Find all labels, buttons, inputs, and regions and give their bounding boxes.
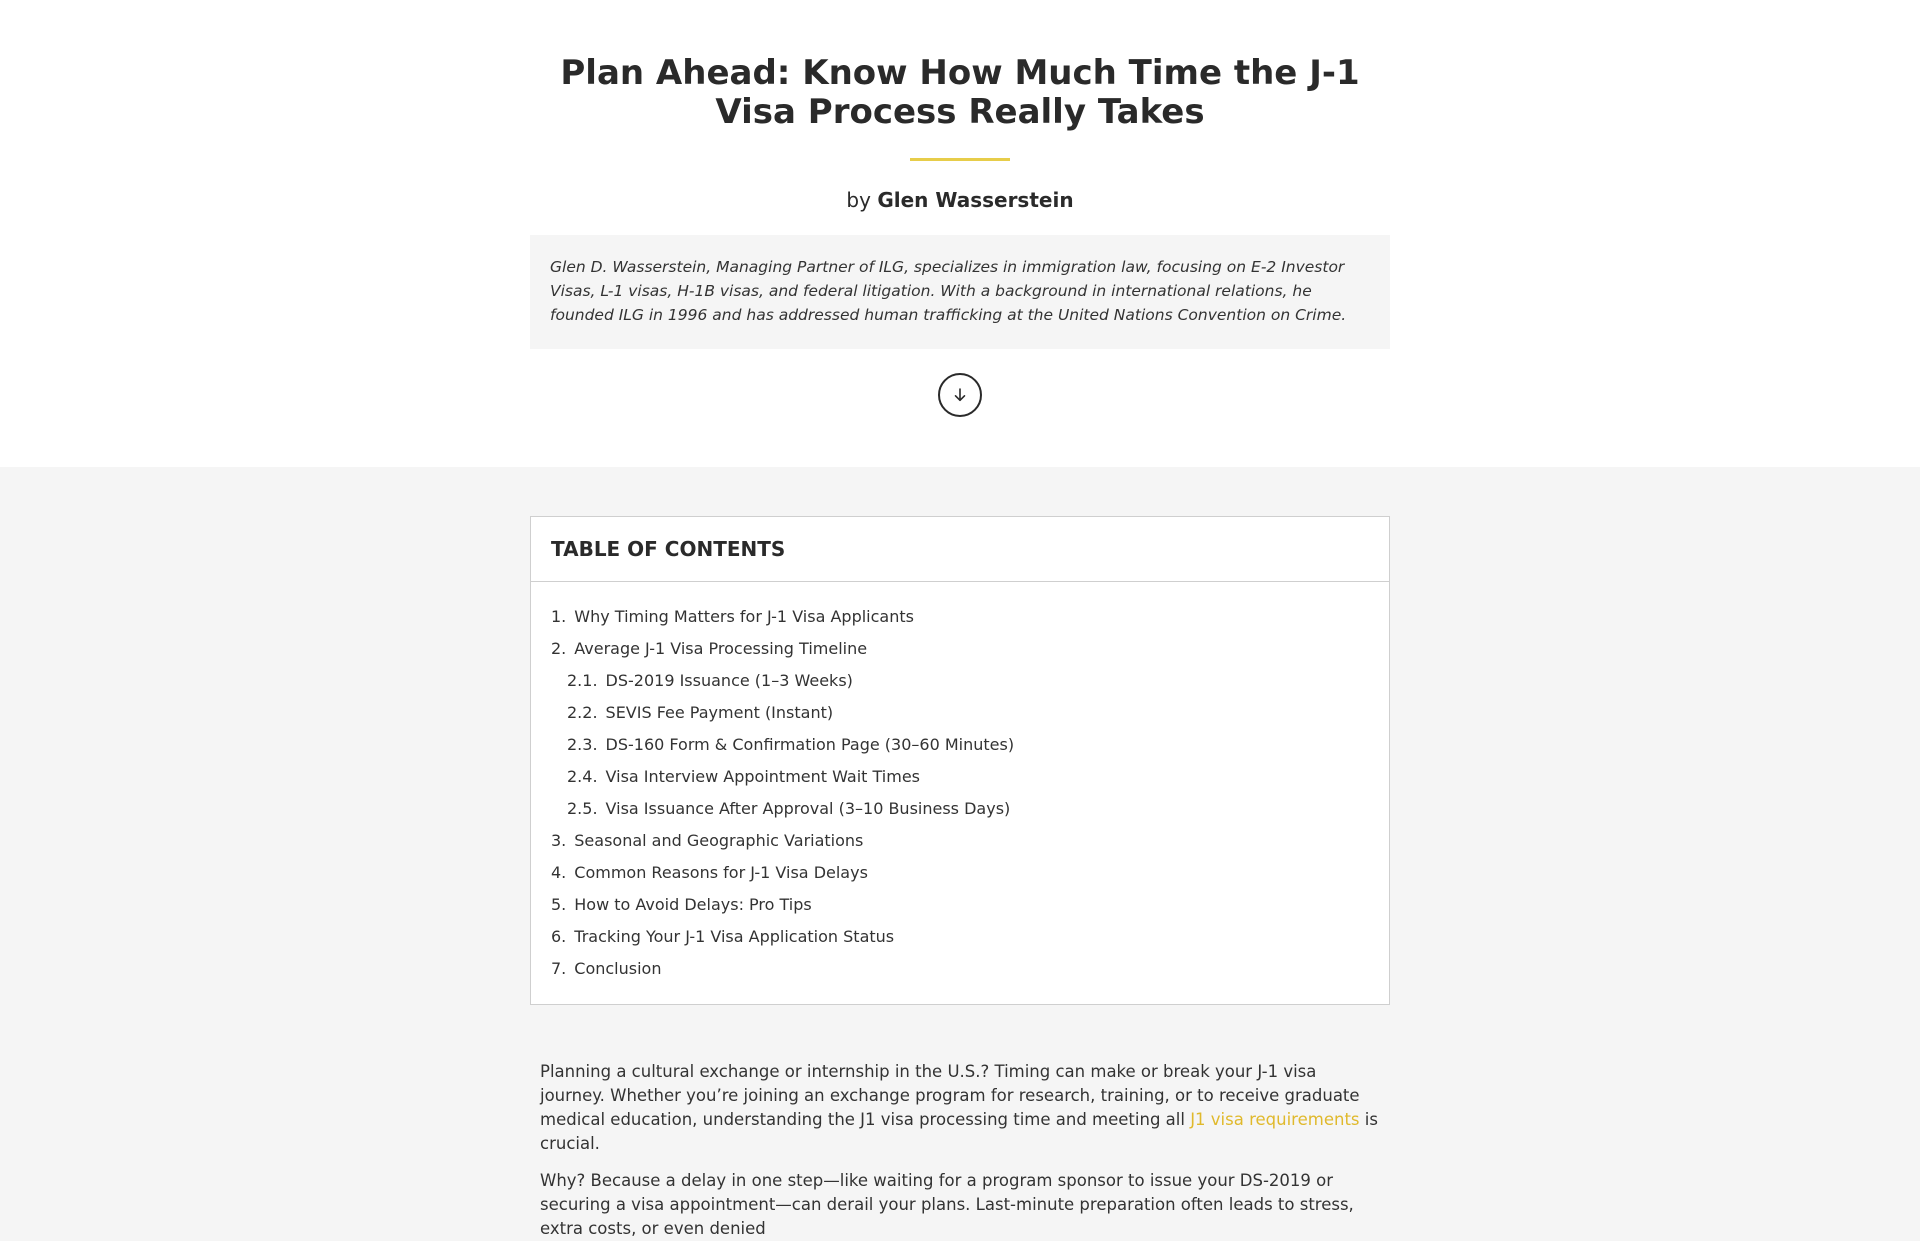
toc-item-link[interactable]: DS-160 Form & Confirmation Page (30–60 Minutes) [605, 734, 1015, 754]
toc-item-number: 6. [551, 926, 567, 946]
main-content [530, 516, 1390, 1241]
toc-item-number: 3. [551, 830, 567, 850]
toc-item-link[interactable]: SEVIS Fee Payment (Instant) [605, 702, 834, 722]
scroll-down-button[interactable] [938, 373, 982, 417]
article-header [0, 0, 1920, 467]
toc-item-number: 2. [551, 638, 567, 658]
toc-item-number: 7. [551, 958, 567, 978]
toc-item-link[interactable]: How to Avoid Delays: Pro Tips [574, 894, 812, 914]
toc-item[interactable] [551, 792, 1369, 824]
toc-item-link[interactable]: Seasonal and Geographic Variations [574, 830, 864, 850]
toc-item-link[interactable]: Why Timing Matters for J-1 Visa Applicants [574, 606, 914, 626]
toc-item[interactable] [551, 824, 1369, 856]
toc-item-number: 2.1. [567, 670, 598, 690]
toc-item[interactable] [551, 600, 1369, 632]
toc-item[interactable] [551, 920, 1369, 952]
toc-item[interactable] [551, 856, 1369, 888]
toc-item-number: 2.2. [567, 702, 598, 722]
author-bio: Glen D. Wasserstein, Managing Partner of ILG, specializes in immigration law, focusing on E-2 Investor Visas, L-1 visas, H-1B visas, and federal litigation. With a background in international relations, he founded ILG in 1996 and has addressed human trafficking at the United Nations Convention on Crime. [530, 235, 1390, 349]
toc-item-number: 4. [551, 862, 567, 882]
toc-item-number: 5. [551, 894, 567, 914]
toc-item[interactable] [551, 632, 1369, 664]
article-paragraph: Planning a cultural exchange or internship in the U.S.? Timing can make or break your J-1 visa journey. Whether you’re joining an exchange program for research, training, or to receive graduate medical education, understanding the J1 visa processing time and meeting all J1 visa requirements is crucial. [540, 1062, 1378, 1153]
toc-item[interactable] [551, 952, 1369, 984]
toc-item[interactable] [551, 760, 1369, 792]
toc-item[interactable] [551, 888, 1369, 920]
j1-requirements-link[interactable]: J1 visa requirements [1190, 1110, 1360, 1129]
title-divider [910, 158, 1010, 161]
toc-item-number: 2.3. [567, 734, 598, 754]
toc-list [531, 582, 1389, 1004]
page-title: Plan Ahead: Know How Much Time the J-1 Visa Process Really Takes [560, 53, 1360, 132]
toc-heading: TABLE OF CONTENTS [531, 517, 1389, 582]
toc-item-link[interactable]: Common Reasons for J-1 Visa Delays [574, 862, 868, 882]
toc-item[interactable] [551, 728, 1369, 760]
toc-item-link[interactable]: DS-2019 Issuance (1–3 Weeks) [605, 670, 853, 690]
toc-item-link[interactable]: Visa Interview Appointment Wait Times [605, 766, 921, 786]
toc-item-link[interactable]: Average J-1 Visa Processing Timeline [574, 638, 868, 658]
toc-item-number: 2.4. [567, 766, 598, 786]
toc-item-link[interactable]: Tracking Your J-1 Visa Application Status [574, 926, 895, 946]
table-of-contents [530, 516, 1390, 1005]
byline [846, 187, 1073, 213]
author-name[interactable]: Glen Wasserstein [877, 188, 1074, 212]
toc-item-number: 2.5. [567, 798, 598, 818]
toc-item[interactable] [551, 696, 1369, 728]
arrow-down-icon [952, 387, 968, 403]
toc-item-link[interactable]: Conclusion [574, 958, 662, 978]
article-body [530, 1060, 1390, 1241]
article-paragraph: Why? Because a delay in one step—like waiting for a program sponsor to issue your DS-2019 or securing a visa appointment—can derail your plans. Last-minute preparation often leads to stress, extra costs, or even denied [540, 1171, 1354, 1238]
byline-prefix: by [846, 188, 871, 212]
toc-item-number: 1. [551, 606, 567, 626]
toc-item[interactable] [551, 664, 1369, 696]
toc-item-link[interactable]: Visa Issuance After Approval (3–10 Business Days) [605, 798, 1011, 818]
